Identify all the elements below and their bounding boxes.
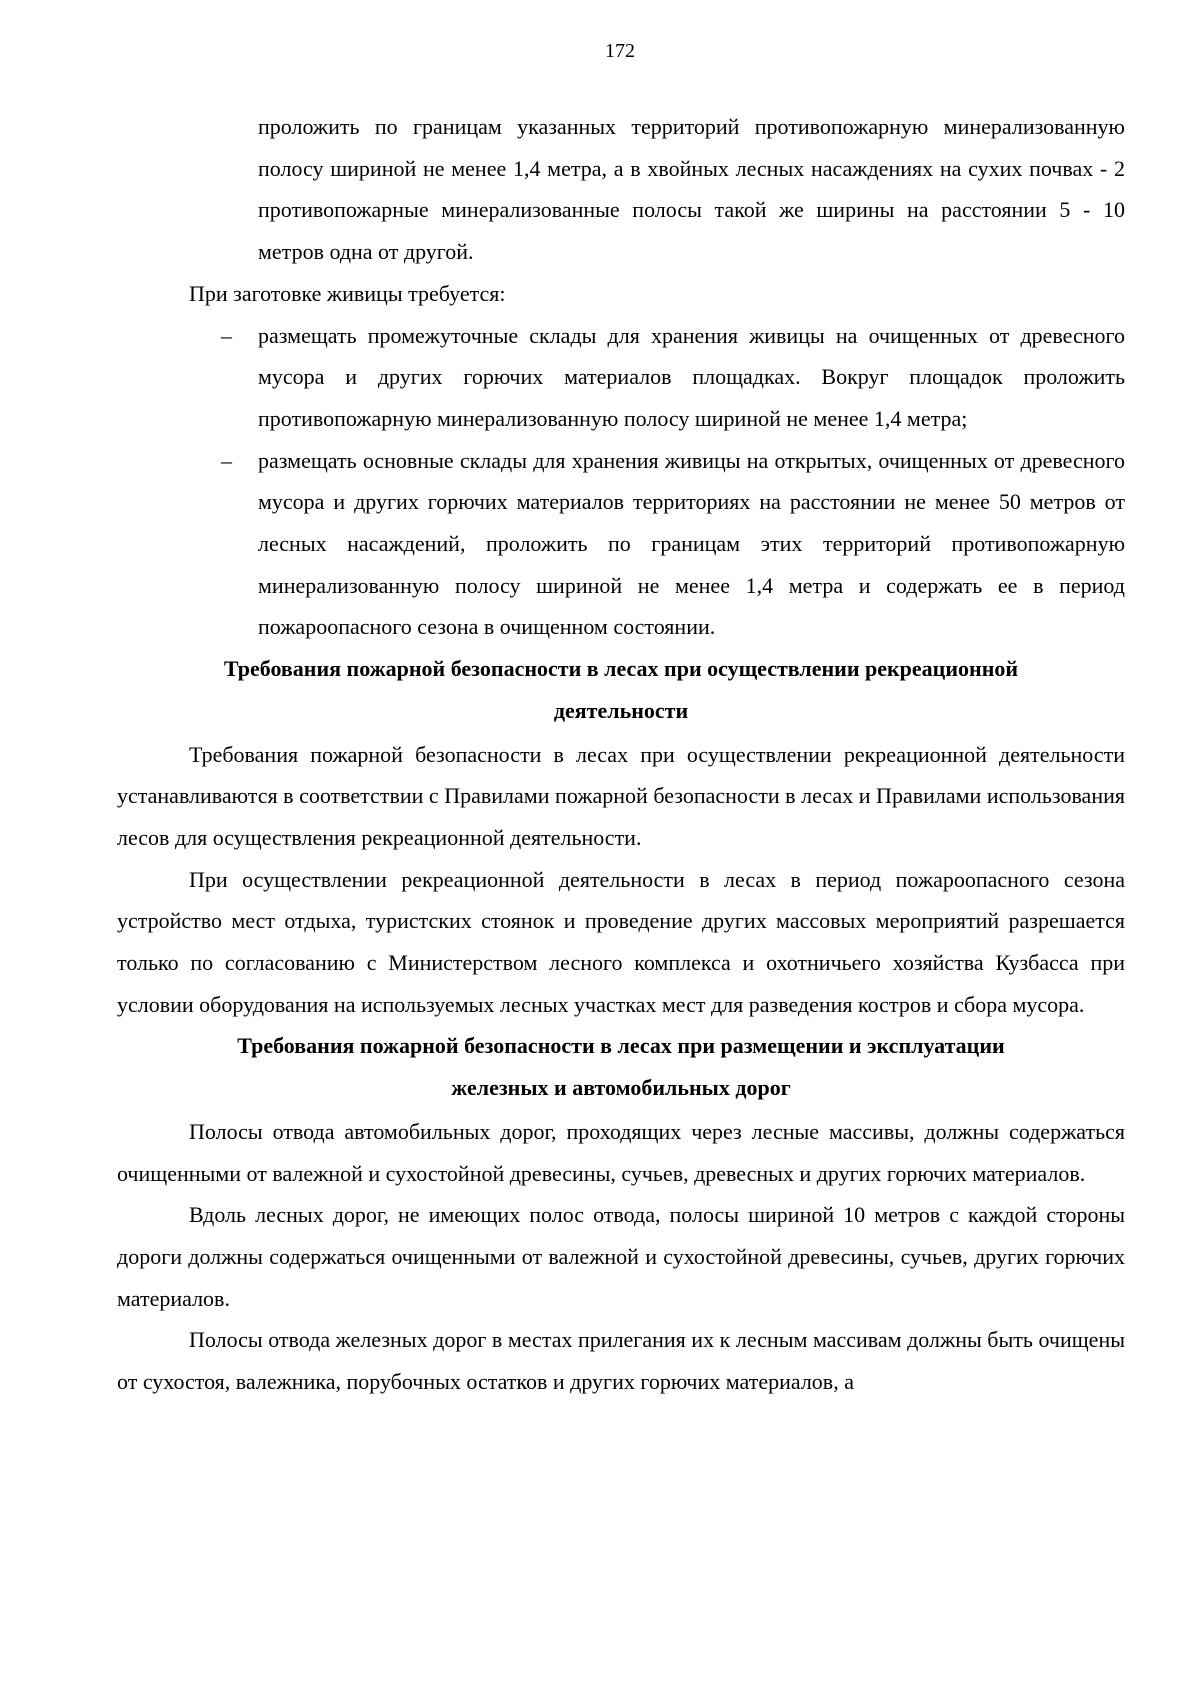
paragraph-resin-intro: При заготовке живицы требуется: <box>189 280 506 306</box>
paragraph-road-strips: Полосы отвода автомобильных дорог, проходящих через лесные массивы, должны содержаться очищенными от валежной и сухостойной древесины, сучьев, древесных и других горючих материалов. <box>117 1118 1125 1186</box>
heading-line: железных и автомобильных дорог <box>451 1075 791 1101</box>
bullet-text: размещать промежуточные склады для хранения живицы на очищенных от древесного мусора и других горючих материалов площадках. Вокруг площадок проложить противопожарную минерализованную полосу шириной не менее 1,4 метра; <box>258 322 1125 431</box>
bullet-dash: – <box>221 322 232 348</box>
paragraph-recreation-rules: Требования пожарной безопасности в лесах при осуществлении рекреационной деятельности устанавливаются в соответствии с Правилами пожарной безопасности в лесах и Правилами использования лесов для осуществления рекреационной деятельности. <box>117 741 1125 850</box>
paragraph-recreation-season: При осуществлении рекреационной деятельности в лесах в период пожароопасного сезона устройство мест отдыха, туристских стоянок и проведение других массовых мероприятий разрешается только по согласованию с Министерством лесного комплекса и охотничьего хозяйства Кузбасса при условии оборудования на используемых лесных участках мест для разведения костров и сбора мусора. <box>117 866 1125 1017</box>
document-body <box>117 106 1125 1403</box>
bullet-text: размещать основные склады для хранения живицы на открытых, очищенных от древесного мусора и других горючих материалов территориях на расстоянии не менее 50 метров от лесных насаждений, проложить по границам этих территорий противопожарную минерализованную полосу шириной не менее 1,4 метра и содержать ее в период пожароопасного сезона в очищенном состоянии. <box>258 447 1125 640</box>
bullet-dash: – <box>221 447 232 473</box>
paragraph-railway-strips: Полосы отвода железных дорог в местах прилегания их к лесным массивам должны быть очищены от сухостоя, валежника, порубочных остатков и других горючих материалов, а <box>117 1327 1125 1395</box>
paragraph-forest-roads: Вдоль лесных дорог, не имеющих полос отвода, полосы шириной 10 метров с каждой стороны дороги должны содержаться очищенными от валежной и сухостойной древесины, сучьев, других горючих материалов. <box>117 1202 1125 1311</box>
paragraph-continuation: проложить по границам указанных территорий противопожарную минерализованную полосу шириной не менее 1,4 метра, а в хвойных лесных насаждениях на сухих почвах - 2 противопожарные минерализованные полосы такой же ширины на расстоянии 5 - 10 метров одна от другой. <box>258 114 1125 265</box>
page-number: 172 <box>605 40 635 62</box>
heading-line: деятельности <box>553 697 689 723</box>
section-heading-recreation <box>117 648 1125 731</box>
heading-line: Требования пожарной безопасности в лесах при размещении и эксплуатации <box>237 1033 1005 1059</box>
section-heading-roads <box>117 1025 1125 1108</box>
bullet-item-intermediate-storage <box>221 315 1125 440</box>
bullet-item-main-storage <box>221 440 1125 649</box>
heading-line: Требования пожарной безопасности в лесах при осуществлении рекреационной <box>223 656 1019 682</box>
